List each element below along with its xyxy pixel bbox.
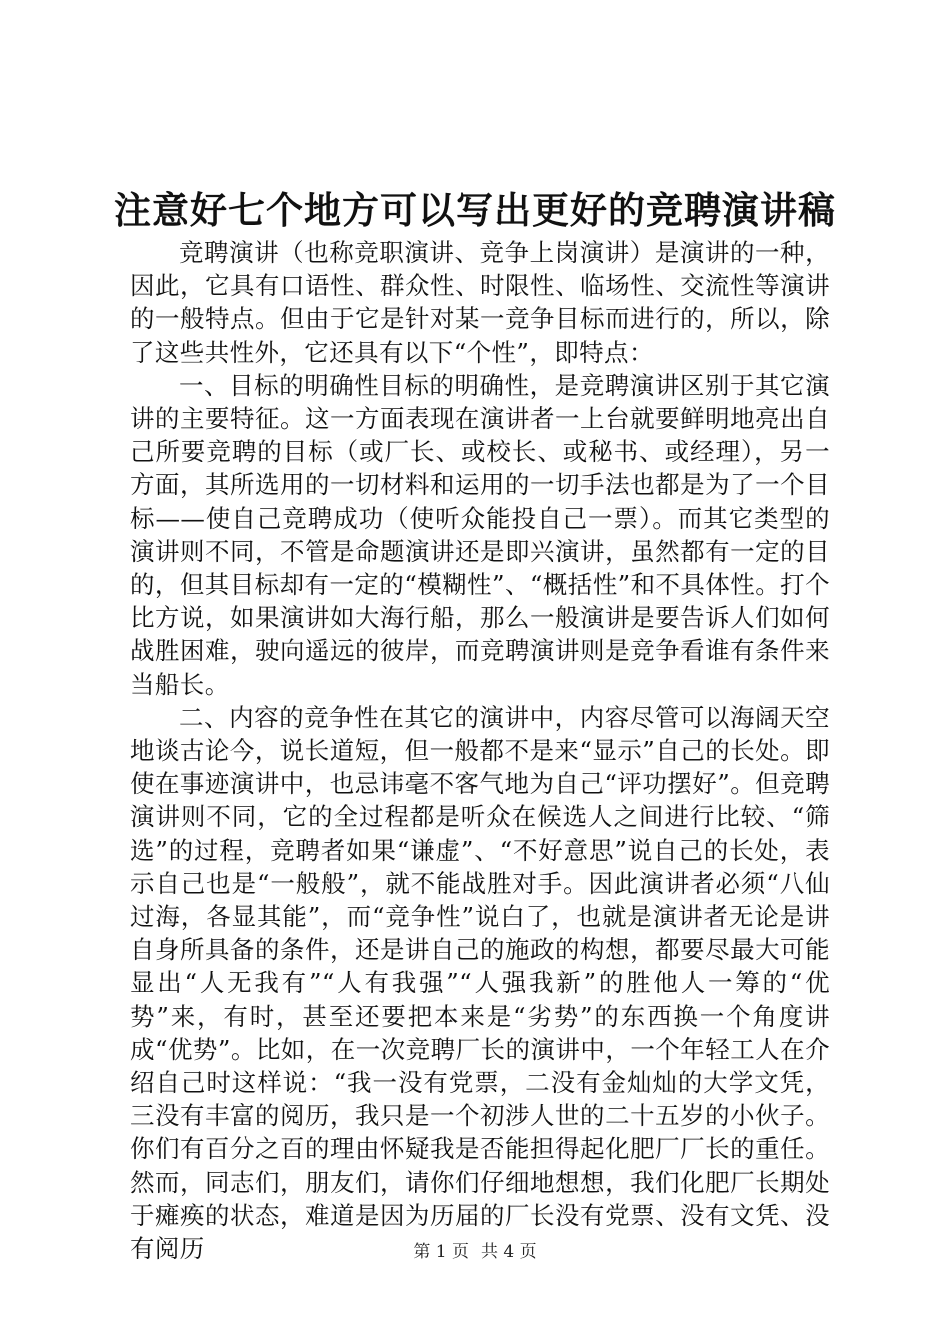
page-total: 共 4 页 [481,1242,537,1262]
paragraph-intro: 竞聘演讲（也称竞职演讲、竞争上岗演讲）是演讲的一种，因此，它具有口语性、群众性、时限性、临场性、交流性等演讲的一般特点。但由于它是针对某一竞争目标而进行的，所以，除了这些共性外，它还具有以下“个性”，即特点： [130,238,830,367]
paragraph-point-two: 二、内容的竞争性在其它的演讲中，内容尽管可以海阔天空地谈古论今，说长道短，但一般都不是来“显示”自己的长处。即使在事迹演讲中，也忌讳毫不客气地为自己“评功摆好”。但竞聘演讲则不同，它的全过程都是听众在候选人之间进行比较、“筛选”的过程，竞聘者如果“谦虚”、“不好意思”说自己的长处，表示自己也是“一般般”，就不能战胜对手。因此演讲者必须“八仙过海，各显其能”，而“竞争性”说白了，也就是演讲者无论是讲自身所具备的条件，还是讲自己的施政的构想，都要尽最大可能显出“人无我有”“人有我强”“人强我新”的胜他人一筹的“优势”来，有时，甚至还要把本来是“劣势”的东西换一个角度讲成“优势”。比如，在一次竞聘厂长的演讲中，一个年轻工人在介绍自己时这样说：“我一没有党票，二没有金灿灿的大学文凭，三没有丰富的阅历，我只是一个初涉人世的二十五岁的小伙子。你们有百分之百的理由怀疑我是否能担得起化肥厂厂长的重任。然而，同志们，朋友们，请你们仔细地想想，我们化肥厂长期处于瘫痪的状态，难道是因为历届的厂长没有党票、没有文凭、没有阅历 [130,702,830,1264]
paragraph-point-one: 一、目标的明确性目标的明确性，是竞聘演讲区别于其它演讲的主要特征。这一方面表现在演讲者一上台就要鲜明地亮出自己所要竞聘的目标（或厂长、或校长、或秘书、或经理），另一方面，其所选用的一切材料和运用的一切手法也都是为了一个目标——使自己竞聘成功（使听众能投自己一票）。而其它类型的演讲则不同，不管是命题演讲还是即兴演讲，虽然都有一定的目的，但其目标却有一定的“模糊性”、“概括性”和不具体性。打个比方说，如果演讲如大海行船，那么一般演讲是要告诉人们如何战胜困难，驶向遥远的彼岸，而竞聘演讲则是竞争看谁有条件来当船长。 [130,370,830,699]
document-body [130,236,830,1265]
document-title: 注意好七个地方可以写出更好的竞聘演讲稿 [114,188,836,232]
page-number: 第 1 页 [413,1242,469,1262]
page-footer [0,1241,950,1263]
